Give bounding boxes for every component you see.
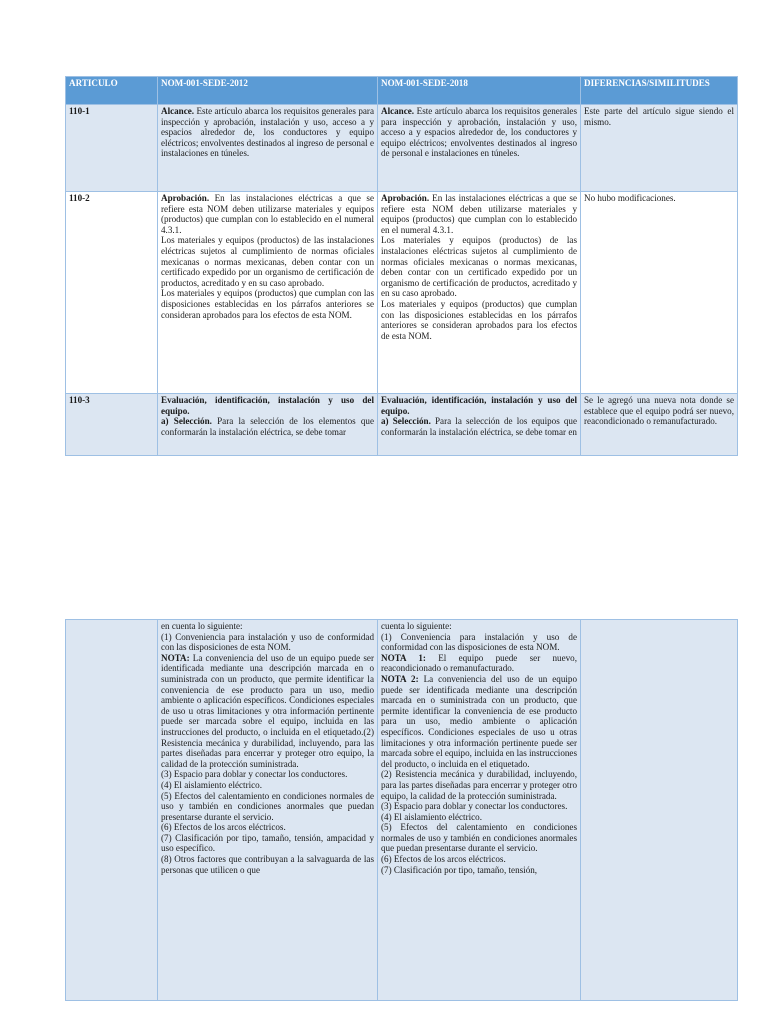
comparison-table-page1 bbox=[65, 76, 738, 456]
subsection-title: a) Selección. bbox=[381, 416, 431, 427]
articulo-cell bbox=[66, 620, 158, 1001]
cell-text: En las instalaciones eléctricas a que se refiere esta NOM deben utilizarse materiales y equipos (productos) que cumplan con lo establecido en el numeral 4.3.1. bbox=[161, 193, 374, 235]
cell-text: Este artículo abarca los requisitos generales para inspección y aprobación, instalación y uso, acceso a y espacios alrededor de, los conductores y equipo eléctricos; envolventes destinados al ingreso de personal e instalaciones en túneles. bbox=[161, 106, 374, 159]
cell-text: Los materiales y equipos (productos) que cumplan con las disposiciones establecidas en los párrafos anteriores se consideran aprobados para los efectos de esta NOM. bbox=[381, 298, 577, 341]
section-title: Alcance. bbox=[381, 106, 415, 116]
cell-text: (4) El aislamiento eléctrico. bbox=[381, 811, 482, 822]
cell-text: (3) Espacio para doblar y conectar los conductores. bbox=[161, 769, 348, 780]
comparison-table-page2 bbox=[65, 619, 738, 1001]
articulo-cell: 110-2 bbox=[66, 192, 158, 394]
cell-text: (6) Efectos de los arcos eléctricos. bbox=[161, 822, 286, 833]
nom-2012-cell bbox=[158, 105, 378, 192]
table-row bbox=[66, 394, 738, 456]
cell-text: (3) Espacio para doblar y conectar los conductores. bbox=[381, 801, 568, 812]
cell-text: (7) Clasificación por tipo, tamaño, tensión, ampacidad y uso específico. bbox=[161, 832, 374, 854]
table-row bbox=[66, 105, 738, 192]
cell-text: Para la selección de los equipos que conformarán la instalación eléctrica, se debe tomar en bbox=[381, 416, 577, 437]
cell-text: Este artículo abarca los requisitos generales para inspección y aprobación, instalación y uso, acceso a y espacios alrededor de, los conductores y equipo eléctricos; envolventes destinados al ingreso de personal e instalaciones en túneles. bbox=[381, 106, 577, 159]
cell-text: (1) Conveniencia para instalación y uso de conformidad con las disposiciones de esta NOM. bbox=[381, 631, 577, 653]
nom-2018-cell bbox=[378, 394, 581, 456]
header-row bbox=[66, 77, 738, 105]
nom-2012-cell bbox=[158, 394, 378, 456]
note-label: NOTA: bbox=[161, 652, 190, 663]
section-title: Alcance. bbox=[161, 106, 195, 116]
header-nom-2012: NOM-001-SEDE-2012 bbox=[158, 77, 378, 105]
cell-text: (7) Clasificación por tipo, tamaño, tensión, bbox=[381, 864, 538, 875]
cell-text: Los materiales y equipos (productos) de las instalaciones eléctricas sujetos al cumplimiento de normas oficiales mexicanas o normas mexicanas, deben contar con un certificado expedido por un organismo de certificación de productos, acreditado y en su caso aprobado. bbox=[381, 235, 577, 299]
header-articulo: ARTICULO bbox=[66, 77, 158, 105]
table-row bbox=[66, 192, 738, 394]
nom-2018-cell bbox=[378, 192, 581, 394]
cell-text: La conveniencia del uso de un equipo puede ser identificada mediante una descripción marcada en o suministrada con un producto, que permite identificar la conveniencia de ese producto para un uso, medio ambiente o aplicación específicos. Condiciones especiales de uso u otras limitaciones y otra información pertinente puede ser marcada sobre el equipo, incluida en las instrucciones del producto, o incluida en el etiquetado. bbox=[381, 673, 577, 769]
articulo-cell: 110-1 bbox=[66, 105, 158, 192]
diferencias-cell bbox=[581, 620, 738, 1001]
cell-text: Para la selección de los elementos que conformarán la instalación eléctrica, se debe tomar bbox=[161, 416, 374, 437]
header-diferencias: DIFERENCIAS/SIMILITUDES bbox=[581, 77, 738, 105]
cell-text: (4) El aislamiento eléctrico. bbox=[161, 779, 262, 790]
diferencias-cell: Este parte del artículo sigue siendo el mismo. bbox=[581, 105, 738, 192]
cell-text: Los materiales y equipos (productos) de las instalaciones eléctricas sujetos al cumplimiento de normas oficiales mexicanas o normas mexicanas, deben contar con un certificado expedido por un organismo de certificación de productos, acreditado y en su caso aprobado. bbox=[161, 235, 374, 288]
cell-text: (2) Resistencia mecánica y durabilidad, incluyendo, para las partes diseñadas para encerrar y proteger otro equipo, la calidad de la protección suministrada. bbox=[381, 769, 577, 801]
cell-text: (6) Efectos de los arcos eléctricos. bbox=[381, 854, 506, 865]
articulo-cell: 110-3 bbox=[66, 394, 158, 456]
nom-2012-cell bbox=[158, 620, 378, 1001]
cell-text: cuenta lo siguiente: bbox=[381, 621, 452, 631]
table-row bbox=[66, 620, 738, 1001]
cell-text: La conveniencia del uso de un equipo puede ser identificada mediante una descripción marcada en o suministrada con un producto, que permite identificar la conveniencia de ese producto para un uso, medio ambiente o aplicación específicos. Condiciones especiales de uso u otras limitaciones y otra información pertinente puede ser marcada sobre el equipo, incluida en las instrucciones del producto, o incluida en el etiquetado.(2) Resistencia mecánica y durabilidad, incluyendo, para las partes diseñadas para encerrar y proteger otro equipo, la calidad de la protección suministrada. bbox=[161, 652, 374, 769]
cell-text: (5) Efectos del calentamiento en condiciones normales de uso y también en condiciones anormales que puedan presentarse durante el servicio. bbox=[161, 790, 374, 822]
diferencias-cell: No hubo modificaciones. bbox=[581, 192, 738, 394]
cell-text: El equipo puede ser nuevo, reacondicionado o remanufacturado. bbox=[381, 652, 577, 674]
cell-text: (1) Conveniencia para instalación y uso de conformidad con las disposiciones de esta NOM. bbox=[161, 631, 374, 653]
cell-text: En las instalaciones eléctricas a que se refiere esta NOM deben utilizarse materiales y equipos (productos) que cumplan con lo establecido en el numeral 4.3.1. bbox=[381, 193, 577, 235]
cell-text: (5) Efectos del calentamiento en condiciones normales de uso y también en condiciones anormales que puedan presentarse durante el servicio. bbox=[381, 822, 577, 854]
note-label: NOTA 1: bbox=[381, 652, 426, 663]
note-label: NOTA 2: bbox=[381, 673, 419, 684]
header-nom-2018: NOM-001-SEDE-2018 bbox=[378, 77, 581, 105]
nom-2018-cell bbox=[378, 620, 581, 1001]
section-title: Aprobación. bbox=[161, 193, 210, 203]
section-title: Aprobación. bbox=[381, 193, 430, 203]
cell-text: (8) Otros factores que contribuyan a la salvaguarda de las personas que utilicen o que bbox=[161, 854, 374, 875]
cell-text: en cuenta lo siguiente: bbox=[161, 621, 243, 631]
section-title: Evaluación, identificación, instalación y uso del equipo. bbox=[161, 395, 374, 416]
subsection-title: a) Selección. bbox=[161, 416, 212, 427]
nom-2012-cell bbox=[158, 192, 378, 394]
section-title: Evaluación, identificación, instalación y uso del equipo. bbox=[381, 395, 577, 416]
cell-text: Los materiales y equipos (productos) que cumplan con las disposiciones establecidas en los párrafos anteriores se consideran aprobados para los efectos de esta NOM. bbox=[161, 288, 374, 320]
diferencias-cell: Se le agregó una nueva nota donde se establece que el equipo podrá ser nuevo, reacondicionado o remanufacturado. bbox=[581, 394, 738, 456]
nom-2018-cell bbox=[378, 105, 581, 192]
